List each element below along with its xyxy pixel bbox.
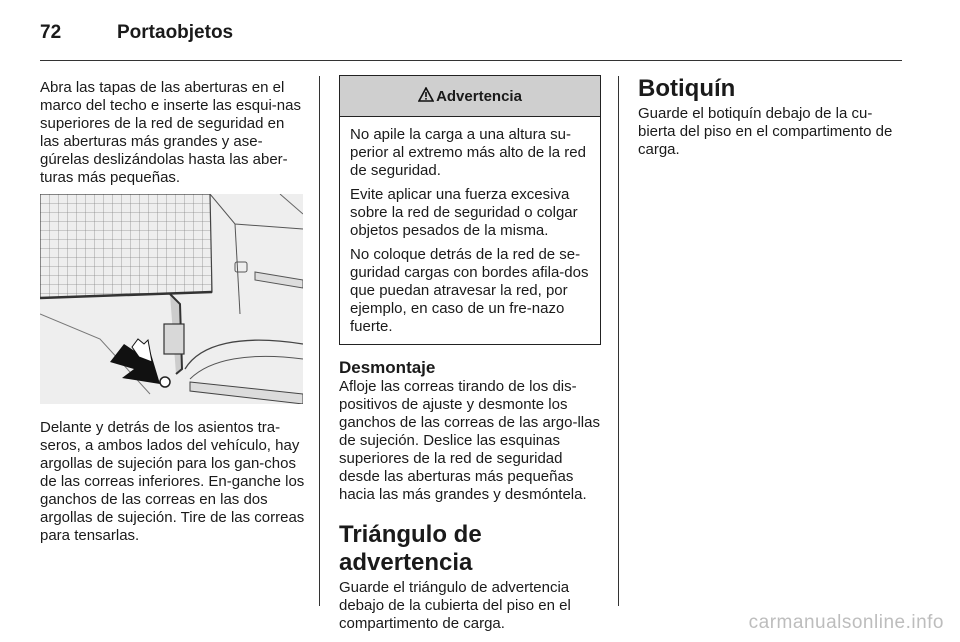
page-number: 72 bbox=[40, 22, 62, 43]
column-divider-right bbox=[618, 76, 619, 606]
text-botiquin: Guarde el botiquín debajo de la cu-bierta del piso en el compartimento de carga. bbox=[638, 105, 893, 158]
warning-paragraph: No apile la carga a una altura su-perior al extremo más alto de la red de seguridad. bbox=[350, 126, 586, 179]
column-divider-left bbox=[319, 76, 320, 606]
warning-triangle-icon bbox=[418, 87, 434, 106]
heading-desmontaje: Desmontaje bbox=[339, 358, 436, 377]
text-triangulo: Guarde el triángulo de advertencia debajo de la cubierta del piso en el compartimento de carga. bbox=[339, 579, 571, 632]
column-1-anchors bbox=[40, 419, 306, 545]
cargo-net-illustration bbox=[40, 194, 303, 404]
paragraph-anchors: Delante y detrás de los asientos tra-seros, a ambos lados del vehículo, hay argollas de sujeción para los gan-chos de las correas inferiores. En-ganche los ganchos de las correas en las dos argollas de sujeción. Tire de las correas para tensarlas. bbox=[40, 419, 305, 544]
heading-botiquin: Botiquín bbox=[638, 75, 736, 102]
header-divider bbox=[40, 60, 902, 61]
warning-title: Advertencia bbox=[436, 87, 522, 105]
column-2 bbox=[339, 75, 603, 633]
column-1-intro bbox=[40, 79, 306, 187]
warning-body bbox=[340, 117, 600, 344]
section-desmontaje bbox=[339, 358, 603, 504]
warning-paragraph: No coloque detrás de la red de se-guridad cargas con bordes afila-dos que puedan atravesar la red, por ejemplo, en caso de un fre-nazo fuerte. bbox=[350, 246, 589, 335]
text-desmontaje: Afloje las correas tirando de los dis-positivos de ajuste y desmonte los ganchos de las correas de las argo-llas de sujeción. Deslice las esquinas superiores de la red de seguridad desde las aberturas más pequeñas hacia las más grandes y desmóntela. bbox=[339, 378, 600, 503]
page-header bbox=[40, 20, 902, 60]
watermark: carmanualsonline.info bbox=[748, 612, 944, 633]
warning-header bbox=[340, 76, 600, 117]
warning-paragraph: Evite aplicar una fuerza excesiva sobre la red de seguridad o colgar objetos pesados de la misma. bbox=[350, 186, 578, 239]
column-3 bbox=[638, 75, 902, 159]
section-title: Portaobjetos bbox=[117, 22, 234, 43]
heading-triangulo: Triángulo de advertencia bbox=[339, 521, 482, 576]
paragraph-install: Abra las tapas de las aberturas en el marco del techo e inserte las esqui-nas superiores de la red de seguridad en las aberturas más grandes y ase-gúrelas deslizándolas hasta las aber-turas más pequeñas. bbox=[40, 79, 301, 186]
section-triangulo bbox=[339, 521, 603, 633]
warning-box bbox=[339, 75, 601, 345]
illustration-drawing bbox=[40, 194, 303, 404]
